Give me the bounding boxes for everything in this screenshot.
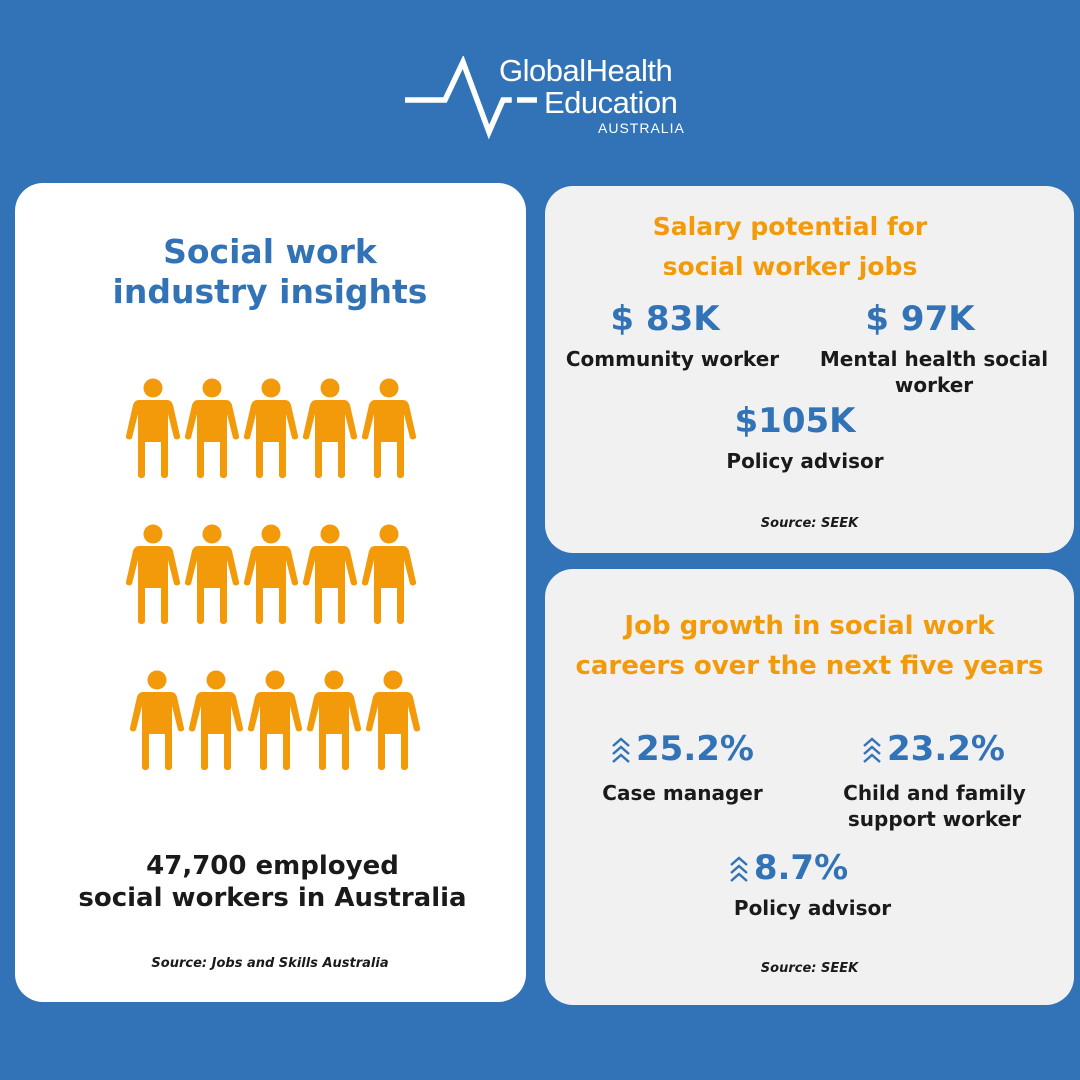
person-icon [185,525,239,625]
person-icon [126,379,180,479]
person-icon [189,671,243,771]
growth-title: Job growth in social work careers over the next five years [575,611,1044,681]
person-icon [244,379,298,479]
person-icon [130,671,184,771]
person-icon [303,525,357,625]
growth-value-child-family: 23.2% [833,729,1033,769]
brand-logo [405,52,715,142]
salary-label-policy: Policy advisor [726,449,884,473]
people-grid [120,376,430,776]
salary-source: Source: SEEK [760,516,859,531]
growth-value-policy: 8.7% [698,848,878,888]
salary-value-policy: $105K [734,401,856,441]
triple-chevron-up-icon [610,734,632,768]
person-icon [185,379,239,479]
salary-label-mental-health: Mental health social worker [819,347,1049,397]
brand-line-1: GlobalHealth [499,53,673,88]
triple-chevron-up-icon [861,734,883,768]
growth-label-child-family: Child and family support worker [843,781,1026,831]
person-icon [126,525,180,625]
growth-label-policy: Policy advisor [733,896,892,920]
salary-label-community: Community worker [565,347,780,371]
person-icon [362,525,416,625]
salary-value-community: $ 83K [610,299,720,339]
growth-value-case-manager: 25.2% [582,729,782,769]
growth-label-case-manager: Case manager [602,781,763,805]
person-icon [362,379,416,479]
employment-stat: 47,700 employed social workers in Australia [78,851,467,913]
person-icon [307,671,361,771]
person-icon [366,671,420,771]
industry-source: Source: Jobs and Skills Australia [151,956,389,971]
person-icon [303,379,357,479]
brand-line-3: AUSTRALIA [598,120,685,136]
growth-source: Source: SEEK [760,961,859,976]
person-icon [248,671,302,771]
industry-title: Social work industry insights [112,232,428,311]
triple-chevron-up-icon [728,853,750,887]
salary-title: Salary potential for social worker jobs [652,212,928,281]
salary-value-mental-health: $ 97K [865,299,975,339]
brand-line-2: Education [544,85,678,120]
person-icon [244,525,298,625]
